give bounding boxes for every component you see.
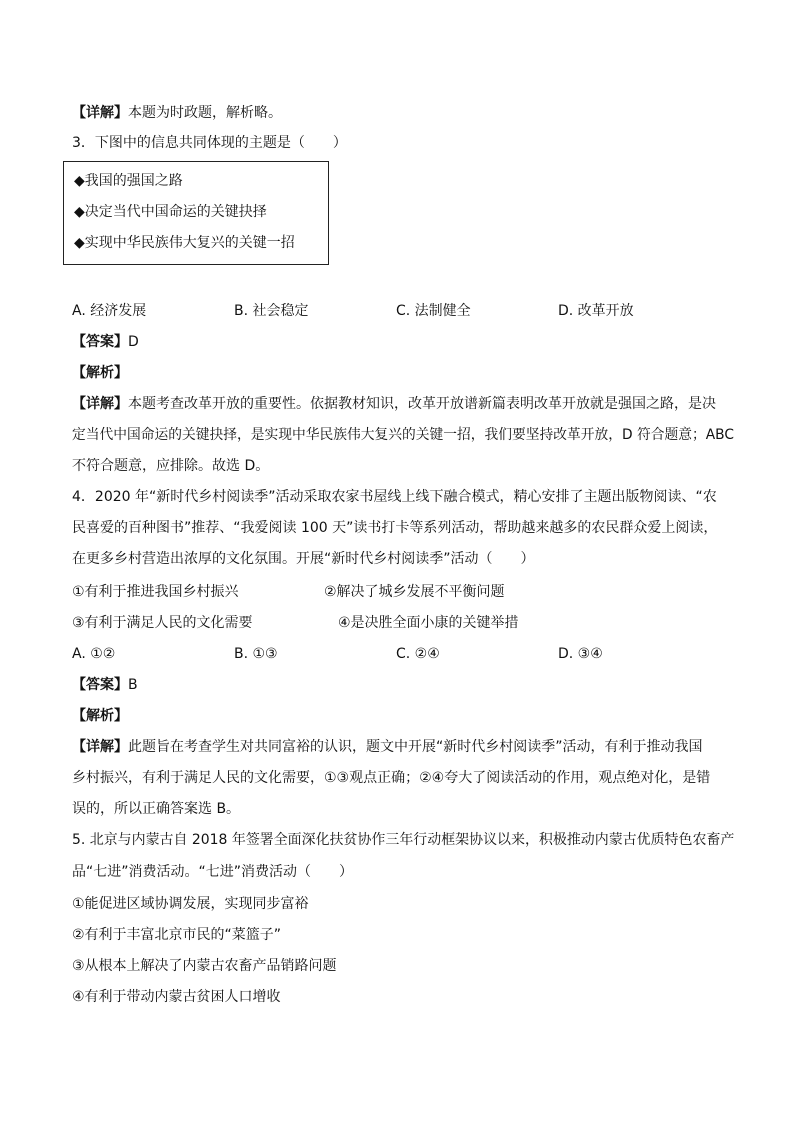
detail-text: 此题旨在考查学生对共同富裕的认识，题文中开展“新时代乡村阅读季”活动，有利于推动我国 xyxy=(128,739,703,755)
statement-1: ①有利于推进我国乡村振兴 xyxy=(72,584,239,600)
box-item: ◆我国的强国之路 xyxy=(74,173,183,189)
option-b: B. ①③ xyxy=(234,646,278,662)
answer-value: D xyxy=(128,334,139,350)
statement-3: ③有利于满足人民的文化需要 xyxy=(72,615,253,631)
analysis-tag: 【解析】 xyxy=(72,708,128,724)
q3-analysis-tag xyxy=(72,363,128,383)
box-item: ◆实现中华民族伟大复兴的关键一招 xyxy=(74,235,295,251)
statement-2: ②有利于丰富北京市民的“菜篮子” xyxy=(72,927,282,943)
detail-tag: 【详解】 xyxy=(72,105,128,121)
q5-stem-line: 品“七进”消费活动。“七进”消费活动（ ） xyxy=(72,864,354,880)
statement-4: ④是决胜全面小康的关键举措 xyxy=(338,615,519,631)
q5-stem-line: 5. 北京与内蒙古自 2018 年签署全面深化扶贫协作三年行动框架协议以来，积极推动内蒙古优质特色农畜产 xyxy=(72,832,735,848)
detail-tag: 【详解】 xyxy=(72,739,128,755)
detail-text: 本题考查改革开放的重要性。依据教材知识，改革开放谱新篇表明改革开放就是强国之路，是决 xyxy=(128,396,716,412)
q2-detail-line xyxy=(72,103,282,123)
q4-stem-line: 民喜爱的百种图书”推荐、“我爱阅读 100 天”读书打卡等系列活动，帮助越来越多的农民群众爱上阅读， xyxy=(72,520,718,536)
answer-value: B xyxy=(128,677,138,693)
option-d: D. 改革开放 xyxy=(558,303,634,319)
detail-tag: 【详解】 xyxy=(72,396,128,412)
box-item: ◆决定当代中国命运的关键抉择 xyxy=(74,204,267,220)
q3-stem: 3．下图中的信息共同体现的主题是（ ） xyxy=(72,135,347,151)
option-a: A. 经济发展 xyxy=(72,303,147,319)
option-d: D. ③④ xyxy=(558,646,603,662)
detail-text: 本题为时政题，解析略。 xyxy=(128,105,282,121)
q4-detail-line xyxy=(72,737,703,757)
q4-detail-line: 误的，所以正确答案选 B。 xyxy=(72,801,241,817)
analysis-tag: 【解析】 xyxy=(72,365,128,381)
q4-answer xyxy=(72,675,138,695)
option-c: C. ②④ xyxy=(396,646,440,662)
option-c: C. 法制健全 xyxy=(396,303,471,319)
q3-detail-line: 不符合题意，应排除。故选 D。 xyxy=(72,458,270,474)
q3-answer xyxy=(72,332,139,352)
q4-detail-line: 乡村振兴，有利于满足人民的文化需要，①③观点正确；②④夸大了阅读活动的作用，观点绝对化，是错 xyxy=(72,770,711,786)
q4-stem-line: 4．2020 年“新时代乡村阅读季”活动采取农家书屋线上线下融合模式，精心安排了主题出版物阅读、“农 xyxy=(72,489,717,505)
q4-analysis-tag xyxy=(72,706,128,726)
answer-tag: 【答案】 xyxy=(72,677,128,693)
q3-detail-line xyxy=(72,394,716,414)
option-b: B. 社会稳定 xyxy=(234,303,309,319)
statement-3: ③从根本上解决了内蒙古农畜产品销路问题 xyxy=(72,958,337,974)
option-a: A. ①② xyxy=(72,646,116,662)
statement-1: ①能促进区域协调发展，实现同步富裕 xyxy=(72,896,309,912)
q4-stem-line: 在更多乡村营造出浓厚的文化氛围。开展“新时代乡村阅读季”活动（ ） xyxy=(72,551,535,567)
answer-tag: 【答案】 xyxy=(72,334,128,350)
q3-info-box xyxy=(63,161,329,265)
statement-4: ④有利于带动内蒙古贫困人口增收 xyxy=(72,989,281,1005)
statement-2: ②解决了城乡发展不平衡问题 xyxy=(324,584,505,600)
q3-detail-line: 定当代中国命运的关键抉择，是实现中华民族伟大复兴的关键一招，我们要坚持改革开放，D 符合题意；ABC xyxy=(72,427,734,443)
